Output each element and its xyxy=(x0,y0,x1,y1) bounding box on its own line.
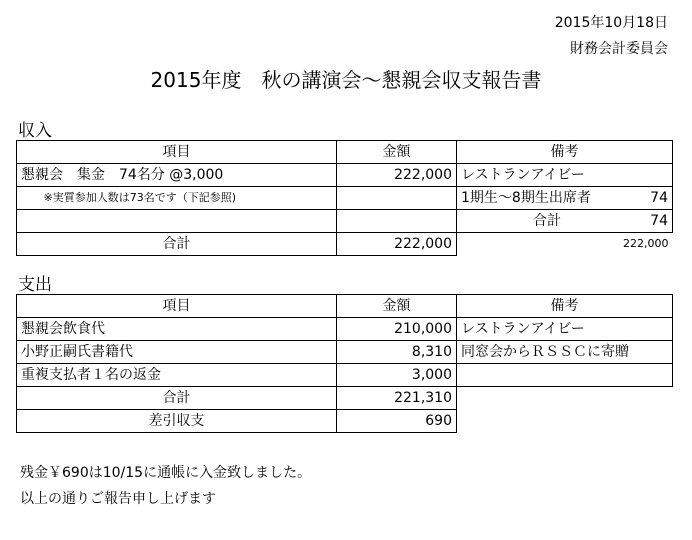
income-header-amount: 金額 xyxy=(337,141,457,164)
income-remark-cell xyxy=(457,210,673,233)
income-total-row xyxy=(17,233,673,256)
income-total-amount: 222,000 xyxy=(337,233,457,256)
income-item-cell xyxy=(17,210,337,233)
balance-amount: 690 xyxy=(337,410,457,433)
expense-amount-cell: 210,000 xyxy=(337,318,457,341)
expense-remark-cell: レストランアイビー xyxy=(457,318,673,341)
expense-header-remark: 備考 xyxy=(457,295,673,318)
expense-amount-cell: 8,310 xyxy=(337,341,457,364)
table-row xyxy=(17,318,673,341)
income-total-remark: 222,000 xyxy=(623,237,669,251)
income-amount-cell xyxy=(337,187,457,210)
expense-total-blank xyxy=(457,387,673,410)
footer-line-1: 残金￥690は10/15に通帳に入金致しました。 xyxy=(20,465,312,481)
expense-total-row xyxy=(17,387,673,410)
attendee-count: 74 xyxy=(650,190,668,206)
footer-line-2: 以上の通りご報告申し上げます xyxy=(20,491,216,507)
table-row xyxy=(17,341,673,364)
income-total-label: 合計 xyxy=(17,233,337,256)
expense-header-row xyxy=(17,295,673,318)
income-amount-cell: 222,000 xyxy=(337,164,457,187)
table-row xyxy=(17,187,673,210)
income-remark-cell xyxy=(457,187,673,210)
expense-total-amount: 221,310 xyxy=(337,387,457,410)
income-remark-cell: レストランアイビー xyxy=(457,164,673,187)
expense-remark-cell xyxy=(457,364,673,387)
expense-item-cell: 懇親会飲食代 xyxy=(17,318,337,341)
expense-table xyxy=(16,294,673,433)
income-amount-cell xyxy=(337,210,457,233)
income-table xyxy=(16,140,673,256)
expense-item-cell: 重複支払者１名の返金 xyxy=(17,364,337,387)
income-header-item: 項目 xyxy=(17,141,337,164)
expense-header-item: 項目 xyxy=(17,295,337,318)
expense-amount-cell: 3,000 xyxy=(337,364,457,387)
income-item-cell: 懇親会 集金 74名分 @3,000 xyxy=(17,164,337,187)
committee-name: 財務会計委員会 xyxy=(570,41,668,57)
attendee-total-label: 合計 xyxy=(533,213,561,229)
expense-remark-cell: 同窓会からＲＳＳＣに寄贈 xyxy=(457,341,673,364)
table-row xyxy=(17,364,673,387)
expense-header-amount: 金額 xyxy=(337,295,457,318)
balance-row xyxy=(17,410,673,433)
attendee-total-count: 74 xyxy=(650,213,668,229)
income-header-remark: 備考 xyxy=(457,141,673,164)
income-section-label: 収入 xyxy=(18,121,52,141)
table-row xyxy=(17,210,673,233)
expense-section-label: 支出 xyxy=(18,275,52,295)
report-title: 2015年度 秋の講演会～懇親会収支報告書 xyxy=(150,68,542,92)
income-note-cell: ※実質参加人数は73名です（下記参照) xyxy=(17,187,337,210)
income-header-row xyxy=(17,141,673,164)
expense-total-label: 合計 xyxy=(17,387,337,410)
table-row xyxy=(17,164,673,187)
attendee-label: 1期生～8期生出席者 xyxy=(461,190,591,206)
report-date: 2015年10月18日 xyxy=(554,15,668,31)
expense-item-cell: 小野正嗣氏書籍代 xyxy=(17,341,337,364)
balance-label: 差引収支 xyxy=(17,410,337,433)
balance-blank xyxy=(457,410,673,433)
